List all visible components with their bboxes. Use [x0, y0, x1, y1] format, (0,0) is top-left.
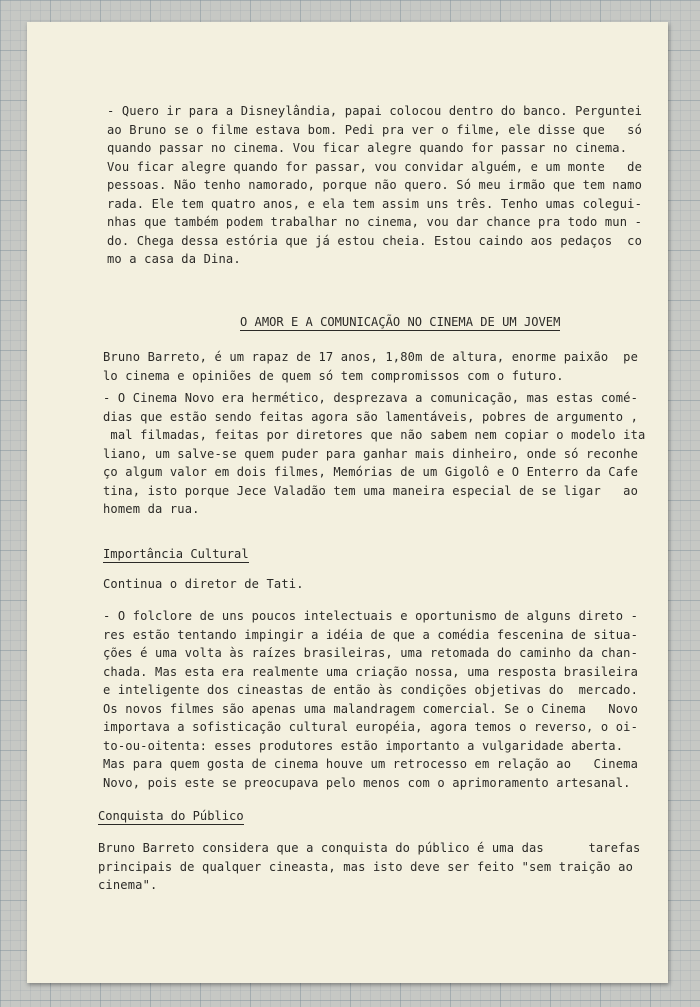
- text-line: rada. Ele tem quatro anos, e ela tem assim uns três. Tenho umas colegui-: [107, 196, 643, 211]
- section-heading: Conquista do Público: [98, 809, 244, 823]
- text-line: nhas que também podem trabalhar no cinema, vou dar chance pra todo mun -: [107, 215, 643, 229]
- text-line: dias que estão sendo feitas agora são lamentáveis, pobres de argumento ,: [103, 409, 639, 424]
- text-line: - O folclore de uns poucos intelectuais e oportunismo de alguns direto -: [103, 609, 639, 623]
- text-line: principais de qualquer cineasta, mas isto deve ser feito "sem traição ao: [98, 859, 634, 874]
- text-line: do. Chega dessa estória que já estou cheia. Estou caindo aos pedaços co: [107, 233, 643, 248]
- text-line: tina, isto porque Jece Valadão tem uma maneira especial de se ligar ao: [103, 483, 639, 498]
- text-line: - O Cinema Novo era hermético, desprezava a comunicação, mas estas comé-: [103, 391, 639, 405]
- text-line: quando passar no cinema. Vou ficar alegre quando for passar no cinema.: [107, 141, 628, 155]
- text-line: Bruno Barreto considera que a conquista do público é uma das tarefas: [98, 841, 641, 855]
- article-title: O AMOR E A COMUNICAÇÃO NO CINEMA DE UM JOVEM: [240, 315, 561, 329]
- paragraph-disneylandia: [107, 102, 668, 269]
- text-line: liano, um salve-se quem puder para ganhar mais dinheiro, onde só reconhe: [103, 446, 639, 461]
- text-line: homem da rua.: [103, 502, 200, 516]
- text-line: Os novos filmes são apenas uma malandragem comercial. Se o Cinema Novo: [103, 701, 639, 716]
- text-line: Novo, pois este se preocupava pelo menos com o aprimoramento artesanal.: [103, 775, 631, 790]
- text-line: Mas para quem gosta de cinema houve um retrocesso em relação ao Cinema: [103, 757, 639, 771]
- text-line: mo a casa da Dina.: [107, 252, 241, 266]
- typewritten-page: [27, 22, 668, 983]
- text-line: lo cinema e opiniões de quem só tem compromissos com o futuro.: [103, 368, 564, 383]
- text-line: mal filmadas, feitas por diretores que não sabem nem copiar o modelo ita: [103, 428, 646, 442]
- text-line: ço algum valor em dois filmes, Memórias de um Gigolô e O Enterro da Cafe: [103, 465, 639, 479]
- text-line: - Quero ir para a Disneylândia, papai colocou dentro do banco. Perguntei: [107, 104, 643, 118]
- text-line: Vou ficar alegre quando for passar, vou convidar alguém, e um monte de: [107, 159, 643, 174]
- text-line: ao Bruno se o filme estava bom. Pedi pra ver o filme, ele disse que só: [107, 122, 643, 137]
- text-line: res estão tentando impingir a idéia de que a comédia fescenina de situa-: [103, 627, 639, 642]
- text-line: cinema".: [98, 878, 158, 892]
- text-line: importava a sofisticação cultural européia, agora temos o reverso, o oi-: [103, 720, 639, 734]
- paragraph-continua: [103, 575, 668, 594]
- text-line: Bruno Barreto, é um rapaz de 17 anos, 1,80m de altura, enorme paixão pe: [103, 350, 639, 364]
- text-line: to-ou-oitenta: esses produtores estão importanto a vulgaridade aberta.: [103, 738, 624, 753]
- text-line: chada. Mas esta era realmente uma criação nossa, uma resposta brasileira: [103, 664, 639, 679]
- paragraph-conquista: [98, 839, 668, 895]
- text-line: pessoas. Não tenho namorado, porque não quero. Só meu irmão que tem namo: [107, 178, 643, 192]
- section-heading: Importância Cultural: [103, 547, 249, 561]
- text-line: Continua o diretor de Tati.: [103, 577, 304, 591]
- paragraph-intro: [103, 348, 668, 385]
- text-line: ções é uma volta às raízes brasileiras, uma retomada do caminho da chan-: [103, 646, 639, 660]
- paragraph-cinema-novo: [103, 389, 668, 519]
- text-line: e inteligente dos cineastas de então às condições objetivas do mercado.: [103, 683, 639, 697]
- paragraph-folclore: [103, 607, 668, 792]
